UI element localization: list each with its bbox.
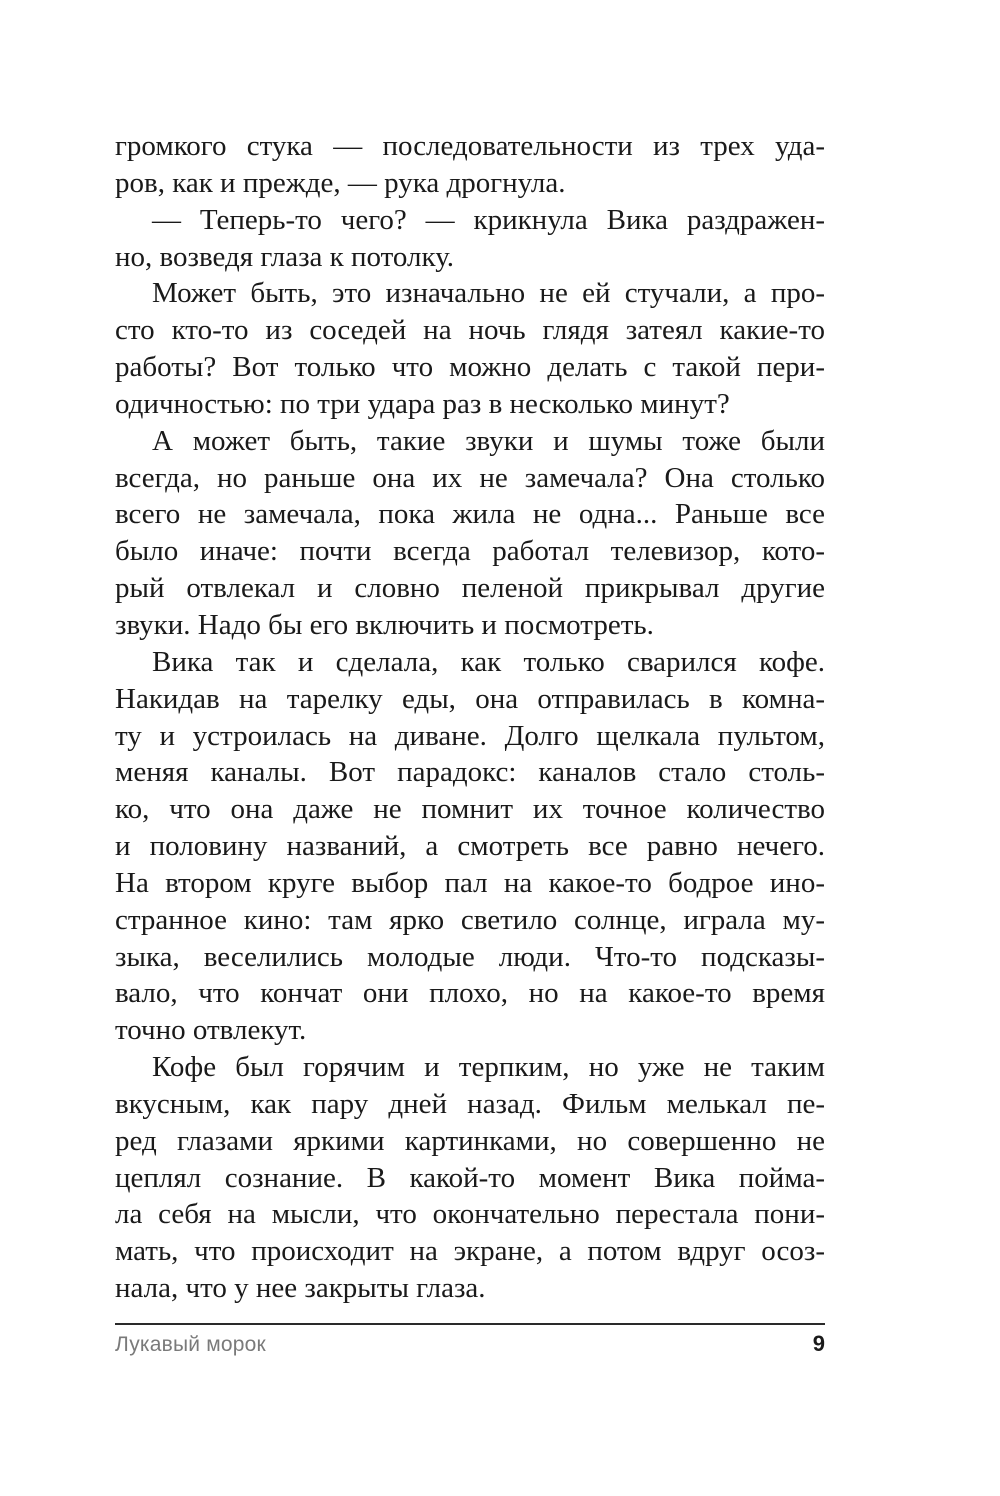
text-line: вало, что кончат они плохо, но на какое-то время <box>115 977 825 1010</box>
text-line: нала, что у нее закрыты глаза. <box>115 1272 486 1305</box>
text-line: — Теперь-то чего? — крикнула Вика раздражен- <box>152 203 825 236</box>
text-line: меняя каналы. Вот парадокс: каналов стало столь- <box>115 756 825 789</box>
text-line: работы? Вот только что можно делать с такой пери- <box>115 351 825 384</box>
text-line: ла себя на мысли, что окончательно перестала пони- <box>115 1198 825 1231</box>
text-line: А может быть, такие звуки и шумы тоже были <box>152 424 825 457</box>
text-line: Кофе был горячим и терпким, но уже не таким <box>152 1051 825 1084</box>
text-line: ред глазами яркими картинками, но совершенно не <box>115 1124 825 1157</box>
text-line: странное кино: там ярко светило солнце, играла му- <box>115 903 825 936</box>
text-line: ту и устроилась на диване. Долго щелкала пультом, <box>115 719 825 752</box>
text-line: Может быть, это изначально не ей стучали, а про- <box>152 277 825 310</box>
text-line: цеплял сознание. В какой-то момент Вика пойма- <box>115 1161 825 1194</box>
text-line: На втором круге выбор пал на какое-то бодрое ино- <box>115 866 825 899</box>
text-line: сто кто-то из соседей на ночь глядя затеял какие-то <box>115 314 825 347</box>
text-line: мать, что происходит на экране, а потом вдруг осоз- <box>115 1235 825 1268</box>
text-line: громкого стука — последовательности из трех уда- <box>115 130 825 162</box>
page-number: 9 <box>812 1331 825 1356</box>
body-text <box>115 128 825 1307</box>
text-line: ко, что она даже не помнит их точное количество <box>115 793 825 826</box>
text-line: Вика так и сделала, как только сварился кофе. <box>152 645 825 678</box>
text-line: зыка, веселились молодые люди. Что-то подсказы- <box>115 940 825 973</box>
text-line: но, возведя глаза к потолку. <box>115 240 455 273</box>
text-line: точно отвлекут. <box>115 1014 307 1047</box>
text-line: всего не замечала, пока жила не одна... Раньше все <box>115 498 825 531</box>
text-line: звуки. Надо бы его включить и посмотреть. <box>115 608 654 641</box>
running-title: Лукавый морок <box>115 1333 266 1356</box>
text-line: было иначе: почти всегда работал телевизор, кото- <box>115 535 825 568</box>
text-line: и половину названий, а смотреть все равно нечего. <box>115 830 825 863</box>
text-line: одичностью: по три удара раз в несколько минут? <box>115 387 730 420</box>
text-line: Накидав на тарелку еды, она отправилась в комна- <box>115 682 825 715</box>
footer-divider <box>115 1323 825 1325</box>
text-line: вкусным, как пару дней назад. Фильм мелькал пе- <box>115 1087 825 1120</box>
text-line: ров, как и прежде, — рука дрогнула. <box>115 166 566 199</box>
text-line: рый отвлекал и словно пеленой прикрывал другие <box>115 572 825 605</box>
text-line: всегда, но раньше она их не замечала? Она столько <box>115 461 825 494</box>
